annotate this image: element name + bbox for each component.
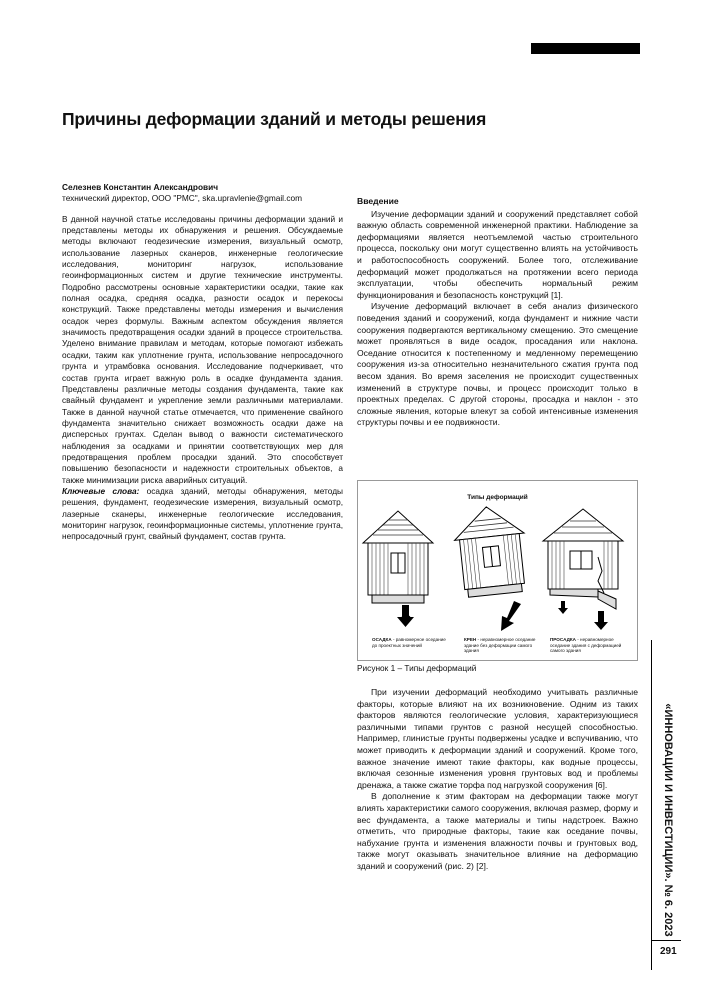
keywords (62, 486, 343, 543)
sidebar-rule (651, 640, 652, 970)
house-settlement (363, 511, 433, 620)
figure-title: Типы деформаций (467, 494, 528, 501)
intro-paragraph-1: Изучение деформации зданий и сооружений представляет собой важную область современной инженерной практики. Наблюдение за деформациями является неотъемлемой частью строительного процесса, поскольку они могут существенно влиять на устойчивость и работоспособность сооружений. Более того, отслеживание деформаций может продолжаться на протяжении всего периода эксплуатации, чтобы обеспечить нормальный режим функционирования и безопасность конструкций [1]. (357, 208, 638, 300)
abstract: В данной научной статье исследованы причины деформации зданий и представлены методы их обнаружения и решения. Обсуждаемые методы включают геодезические измерения, визуальный осмотр, использование лазерных сканеров, инженерные геологические исследования, мониторинг нагрузок, использование геоинформационных систем и другие технические инструменты. Подробно рассмотрены основные характеристики осадки, такие как полная осадка, средняя осадка, разности осадок и перекосы конструкций. Также представлены методы измерения и вычисления осадок через формулы. Важным аспектом обсуждения является значимость предотвращения осадки зданий в процессе строительства. Уделено внимание правилам и методам, которые помогают избежать осадки, таким как уплотнение грунта, использование непросадочного грунта и утрамбовка основания. Исследование подчеркивает, что состав грунта играет важную роль в осадке фундамента здания. Представлены различные методы создания фундамента, такие как свайный фундамент и укрепление земли различными материалами. Также в данной научной статье отмечается, что применение свайного фундамента значительно снижает возможность осадки даже на дисперсных грунтах. Сделан вывод о важности систематического наблюдения за осадками и принятии соответствующих мер для предотвращения проблем просадки зданий. Это способствует повышению безопасности и надежности строительных объектов, а также минимизации риска аварийных ситуаций. (62, 213, 343, 485)
body-paragraph-3: При изучении деформаций необходимо учитывать различные факторы, которые влияют на их возникновение. Одним из таких факторов являются геологические условия, характеризующиеся различными типами грунтов с разной несущей способностью. Например, глинистые грунты подвержены усадке и вспучиванию, что может приводить к деформации зданий и сооружений. Кроме того, важное значение имеют такие факторы, как водные процессы, включая сезонные изменения уровня грунтовых вод и проблемы дренажа, а также сжатие торфа под нагрузкой сооружения [6]. (357, 687, 638, 790)
header-bar (531, 43, 640, 54)
left-column (62, 182, 343, 543)
article-title: Причины деформации зданий и методы решения (62, 109, 487, 129)
page-number-rule (651, 940, 681, 941)
intro-heading: Введение (357, 196, 399, 206)
body-paragraph-4: В дополнение к этим факторам на деформации также могут влиять характеристики самого сооружения, включая размер, форму и вес фундамента, а также материалы и типы надстроек. Важно отметить, что природные факторы, такие как оседание почвы, набухание грунта и изменения влажности почвы и грунтовых вод, также могут оказывать значительное влияние на деформацию зданий и сооружений (рис. 2) [2]. (357, 791, 638, 871)
figure-caption: Рисунок 1 – Типы деформаций (357, 663, 477, 673)
author-name: Селезнев Константин Александрович (62, 182, 219, 192)
author-position: технический директор, ООО "РМС", ska.upravlenie@gmail.com (62, 193, 303, 204)
intro-section (357, 196, 638, 429)
caption-tilt: КРЕН - неравномерное оседание здание без деформации самого здания (464, 637, 536, 654)
body-section (357, 687, 638, 873)
arrow-settlement (397, 605, 414, 627)
keywords-text: осадка зданий, методы обнаружения, методы решения, фундамент, геодезические измерения, визуальный осмотр, лазерные сканеры, инженерные геологические исследования, мониторинг нагрузок, геоинформационные системы, уплотнение грунта, непросадочный грунт, свайный фундамент, состав грунта. (62, 485, 343, 542)
journal-name: «ИННОВАЦИИ И ИНВЕСТИЦИИ». № 6. 2023 (662, 703, 674, 937)
caption-subsidence: ПРОСАДКА - неравномерное оседание здания с деформацией самого здания (550, 637, 622, 654)
arrow-tilt (501, 601, 521, 631)
arrow-subsidence (558, 601, 608, 630)
deformation-figure (357, 480, 638, 661)
intro-paragraph-2: Изучение деформаций включает в себя анализ физического поведения зданий и сооружений, когда фундамент и нижние части сооружения подвергаются вертикальному смещению. Это смещение может проявляться в виде осадок, просадания или наклона. Оседание относится к постепенному и медленному перемещению сооружения из-за относительно незначительного сжатия грунта под весом здания. Во время заселения не происходит существенных изменений в структуре почвы, и процесс происходит только в проектных пределах. С другой стороны, просадка и наклон - это сложные явления, которые влекут за собой интенсивные изменения структуры почвы и ее подвижности. (357, 301, 638, 428)
keywords-label: Ключевые слова: (62, 485, 140, 496)
house-tilt (451, 503, 530, 598)
houses-illustration (358, 481, 639, 662)
house-subsidence (543, 509, 623, 609)
caption-settlement: ОСАДКА - равномерное оседание до проектных значений (372, 637, 446, 648)
page-number: 291 (660, 946, 677, 957)
